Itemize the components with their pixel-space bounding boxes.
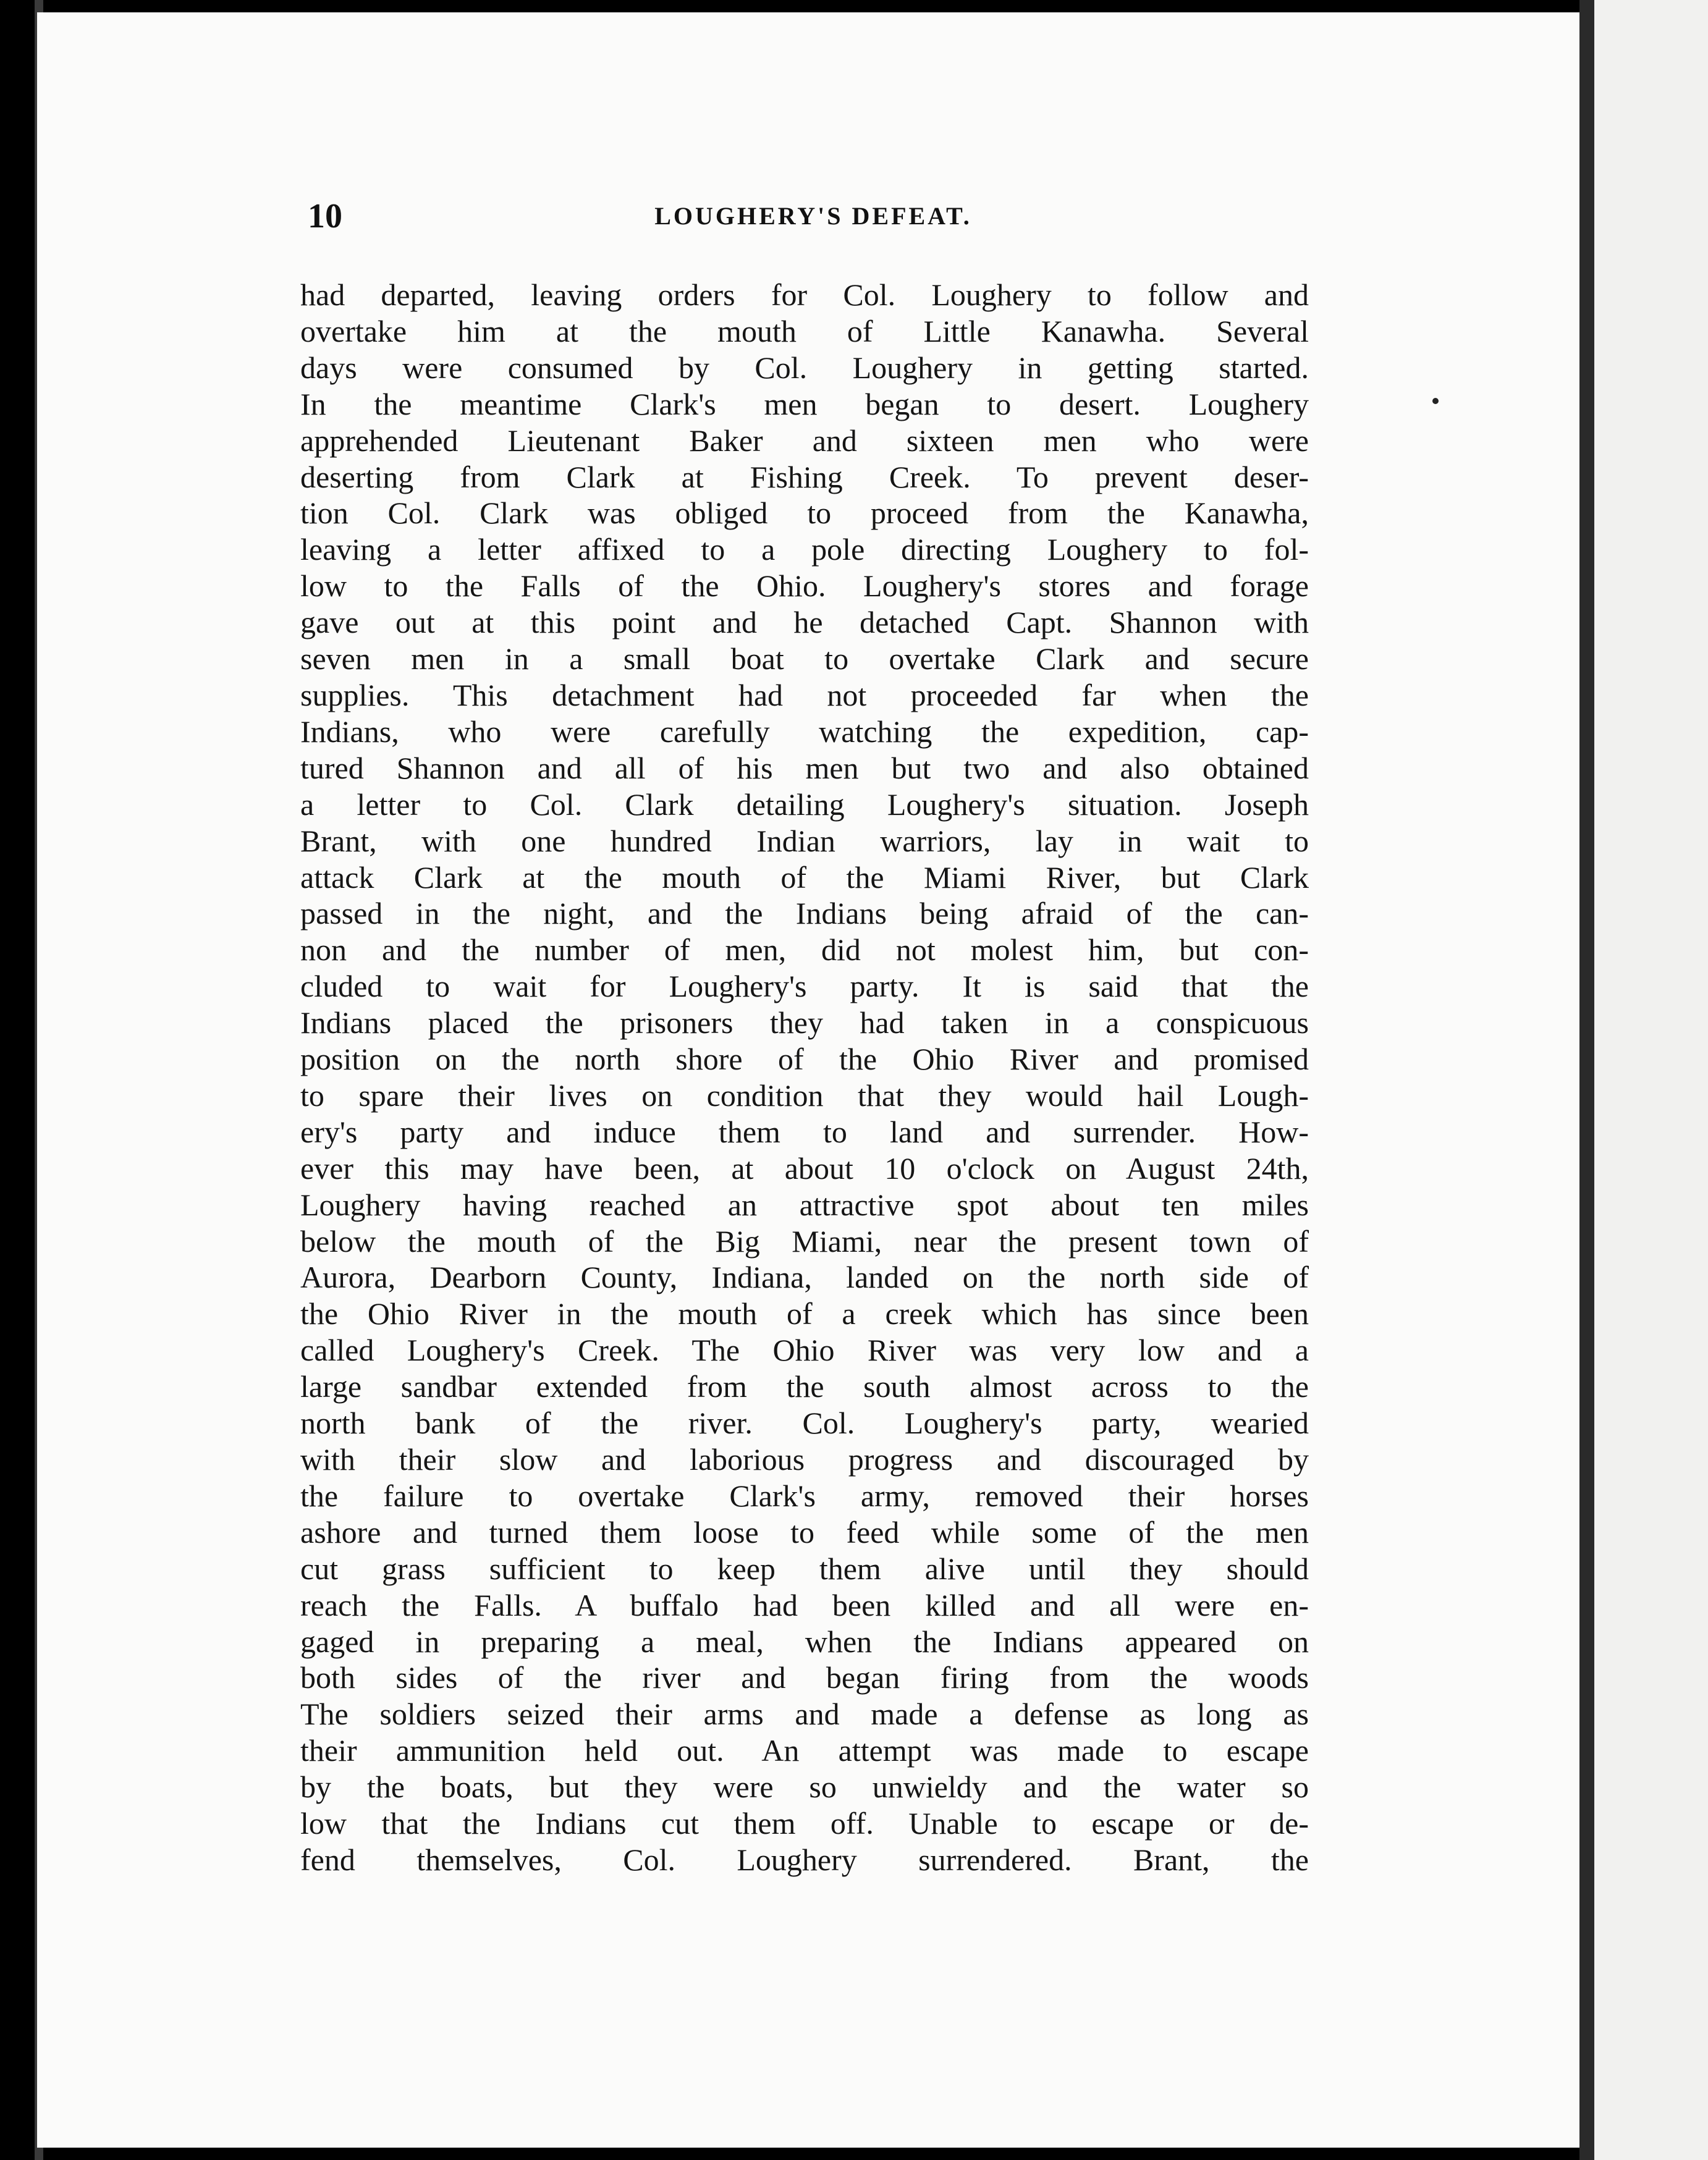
text-line: both sides of the river and began firing from the woods <box>300 1660 1309 1695</box>
text-line: In the meantime Clark's men began to desert. Loughery <box>300 386 1309 421</box>
text-line: days were consumed by Col. Loughery in getting started. <box>300 350 1309 385</box>
text-line: the failure to overtake Clark's army, removed their horses <box>300 1478 1309 1513</box>
text-line: overtake him at the mouth of Little Kanawha. Several <box>300 313 1309 348</box>
page-number: 10 <box>308 197 342 235</box>
text-line: attack Clark at the mouth of the Miami River, but Clark <box>300 859 1309 895</box>
text-line: north bank of the river. Col. Loughery's party, wearied <box>300 1406 1309 1441</box>
body-text <box>300 277 1309 1878</box>
text-line: their ammunition held out. An attempt was made to escape <box>300 1733 1309 1768</box>
text-line: Indians, who were carefully watching the expedition, cap- <box>300 714 1309 749</box>
text-line: ashore and turned them loose to feed while some of the men <box>300 1514 1309 1550</box>
text-line: tion Col. Clark was obliged to proceed from the Kanawha, <box>300 496 1309 531</box>
text-line: had departed, leaving orders for Col. Loughery to follow and <box>300 277 1309 312</box>
text-line: supplies. This detachment had not proceeded far when the <box>300 677 1309 712</box>
text-line: called Loughery's Creek. The Ohio River was very low and a <box>300 1333 1309 1368</box>
text-line: leaving a letter affixed to a pole directing Loughery to fol- <box>300 532 1309 567</box>
text-line: The soldiers seized their arms and made a defense as long as <box>300 1697 1309 1732</box>
text-line: Aurora, Dearborn County, Indiana, landed on the north side of <box>300 1260 1309 1295</box>
text-line: to spare their lives on condition that they would hail Lough- <box>300 1078 1309 1113</box>
text-line: low to the Falls of the Ohio. Loughery's stores and forage <box>300 568 1309 604</box>
text-line: with their slow and laborious progress and discouraged by <box>300 1442 1309 1477</box>
text-line: tured Shannon and all of his men but two and also obtained <box>300 750 1309 785</box>
text-line: below the mouth of the Big Miami, near the present town of <box>300 1223 1309 1259</box>
text-line: reach the Falls. A buffalo had been killed and all were en- <box>300 1587 1309 1622</box>
text-line: deserting from Clark at Fishing Creek. To prevent deser- <box>300 459 1309 494</box>
text-line: position on the north shore of the Ohio River and promised <box>300 1042 1309 1077</box>
text-line: cluded to wait for Loughery's party. It is said that the <box>300 969 1309 1004</box>
text-line: cut grass sufficient to keep them alive until they should <box>300 1551 1309 1586</box>
text-line: passed in the night, and the Indians being afraid of the can- <box>300 896 1309 931</box>
gutter-shadow <box>1579 0 1594 2160</box>
text-line: a letter to Col. Clark detailing Loughery's situation. Joseph <box>300 787 1309 822</box>
text-line: Brant, with one hundred Indian warriors, lay in wait to <box>300 823 1309 858</box>
text-line: fend themselves, Col. Loughery surrendered. Brant, the <box>300 1842 1309 1877</box>
text-line: Indians placed the prisoners they had taken in a conspicuous <box>300 1005 1309 1040</box>
text-line: large sandbar extended from the south almost across to the <box>300 1369 1309 1404</box>
text-line: seven men in a small boat to overtake Clark and secure <box>300 641 1309 677</box>
text-line: non and the number of men, did not molest him, but con- <box>300 932 1309 968</box>
text-line: low that the Indians cut them off. Unable to escape or de- <box>300 1806 1309 1841</box>
margin-dot <box>1432 398 1439 404</box>
facing-page-edge <box>1594 0 1708 2160</box>
text-line: by the boats, but they were so unwieldy and the water so <box>300 1770 1309 1805</box>
running-head: LOUGHERY'S DEFEAT. <box>654 202 972 230</box>
text-line: gave out at this point and he detached Capt. Shannon with <box>300 605 1309 640</box>
text-line: apprehended Lieutenant Baker and sixteen men who were <box>300 423 1309 458</box>
page-header <box>302 196 1325 246</box>
text-line: Loughery having reached an attractive spot about ten miles <box>300 1187 1309 1222</box>
text-line: ery's party and induce them to land and surrender. How- <box>300 1114 1309 1149</box>
text-line: ever this may have been, at about 10 o'clock on August 24th, <box>300 1150 1309 1186</box>
text-line: the Ohio River in the mouth of a creek which has since been <box>300 1296 1309 1331</box>
text-line: gaged in preparing a meal, when the Indians appeared on <box>300 1624 1309 1659</box>
